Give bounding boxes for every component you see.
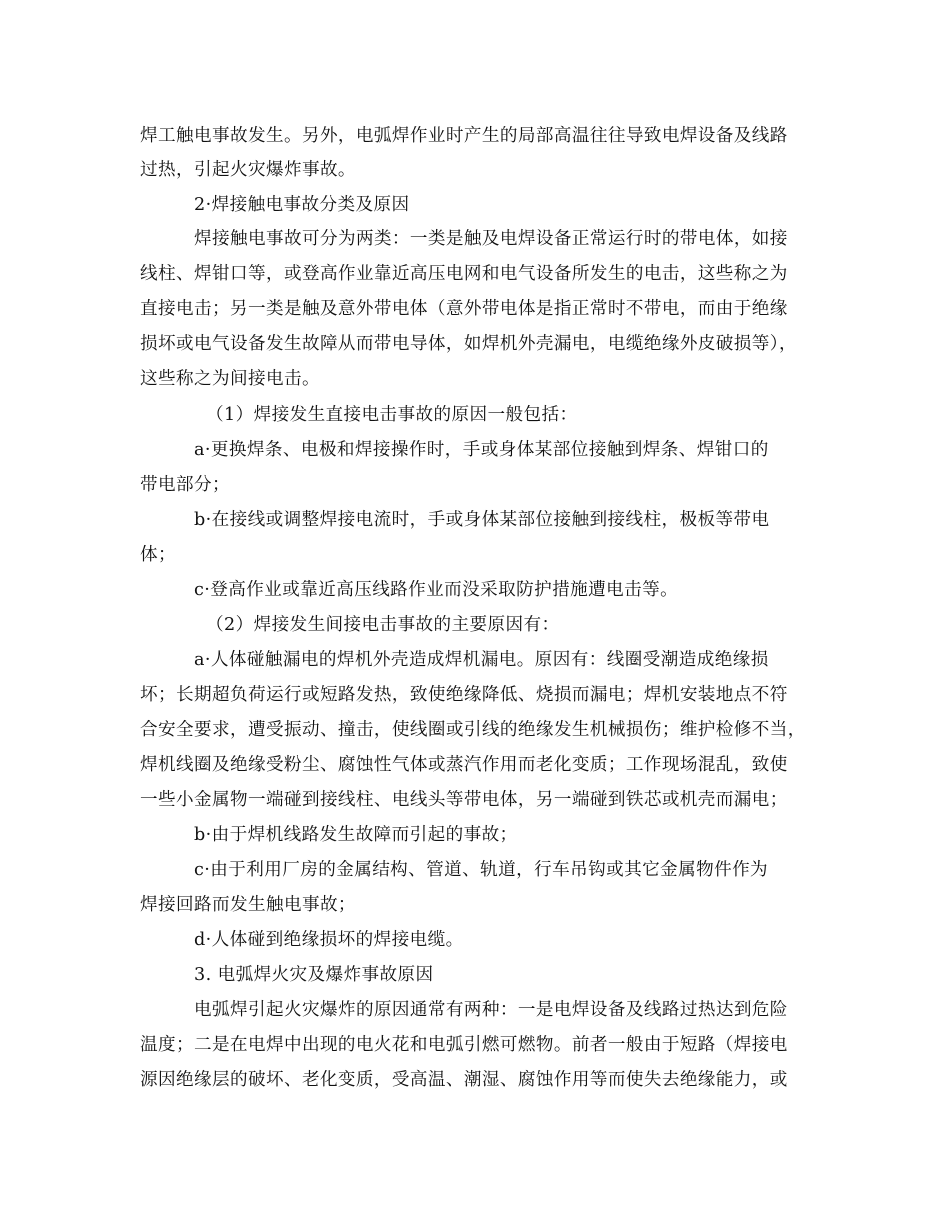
list-item: a·人体碰触漏电的焊机外壳造成焊机漏电。原因有：线圈受潮造成绝缘损: [194, 650, 769, 670]
text-line: 损坏或电气设备发生故障从而带电导体，如焊机外壳漏电，电缆绝缘外皮破损等），: [140, 334, 797, 354]
text-line: 焊机线圈及绝缘受粉尘、腐蚀性气体或蒸汽作用而老化变质；工作现场混乱，致使: [140, 755, 788, 775]
text-line: 合安全要求，遭受振动、撞击，使线圈或引线的绝缘发生机械损伤；维护检修不当，: [140, 720, 806, 740]
text-line: 带电部分；: [140, 475, 230, 495]
list-item: a·更换焊条、电极和焊接操作时，手或身体某部位接触到焊条、焊钳口的: [194, 440, 769, 460]
text-line: 线柱、焊钳口等，或登高作业靠近高压电网和电气设备所发生的电击，这些称之为: [140, 264, 788, 284]
text-line: 一些小金属物一端碰到接线柱、电线头等带电体，另一端碰到铁芯或机壳而漏电；: [140, 790, 788, 810]
section-heading: 3. 电弧焊火灾及爆炸事故原因: [194, 965, 434, 985]
text-line: 直接电击；另一类是触及意外带电体（意外带电体是指正常时不带电，而由于绝缘: [140, 299, 788, 319]
text-line: 过热，引起火灾爆炸事故。: [140, 160, 356, 180]
list-item: c·登高作业或靠近高压线路作业而没采取防护措施遭电击等。: [194, 580, 679, 600]
list-item: b·在接线或调整焊接电流时，手或身体某部位接触到接线柱，极板等带电: [194, 510, 770, 530]
subsection-heading: （1）焊接发生直接电击事故的原因一般包括：: [206, 405, 578, 425]
list-item: c·由于利用厂房的金属结构、管道、轨道，行车吊钩或其它金属物件作为: [194, 860, 769, 880]
text-line: 焊工触电事故发生。另外，电弧焊作业时产生的局部高温往往导致电焊设备及线路: [140, 126, 788, 146]
text-line: 源因绝缘层的破坏、老化变质，受高温、潮湿、腐蚀作用等而使失去绝缘能力，或: [140, 1070, 788, 1090]
text-line: 焊接回路而发生触电事故；: [140, 895, 356, 915]
text-line: 坏；长期超负荷运行或短路发热，致使绝缘降低、烧损而漏电；焊机安装地点不符: [140, 685, 788, 705]
section-heading: 2·焊接触电事故分类及原因: [194, 195, 410, 215]
text-line: 电弧焊引起火灾爆炸的原因通常有两种：一是电焊设备及线路过热达到危险: [194, 1000, 788, 1020]
list-item: b·由于焊机线路发生故障而引起的事故；: [194, 825, 518, 845]
text-line: 焊接触电事故可分为两类：一类是触及电焊设备正常运行时的带电体，如接: [194, 229, 788, 249]
list-item: d·人体碰到绝缘损坏的焊接电缆。: [194, 930, 464, 950]
text-line: 体；: [140, 545, 176, 565]
text-line: 温度；二是在电焊中出现的电火花和电弧引燃可燃物。前者一般由于短路（焊接电: [140, 1035, 788, 1055]
text-line: 这些称之为间接电击。: [140, 369, 320, 389]
subsection-heading: （2）焊接发生间接电击事故的主要原因有：: [206, 615, 560, 635]
